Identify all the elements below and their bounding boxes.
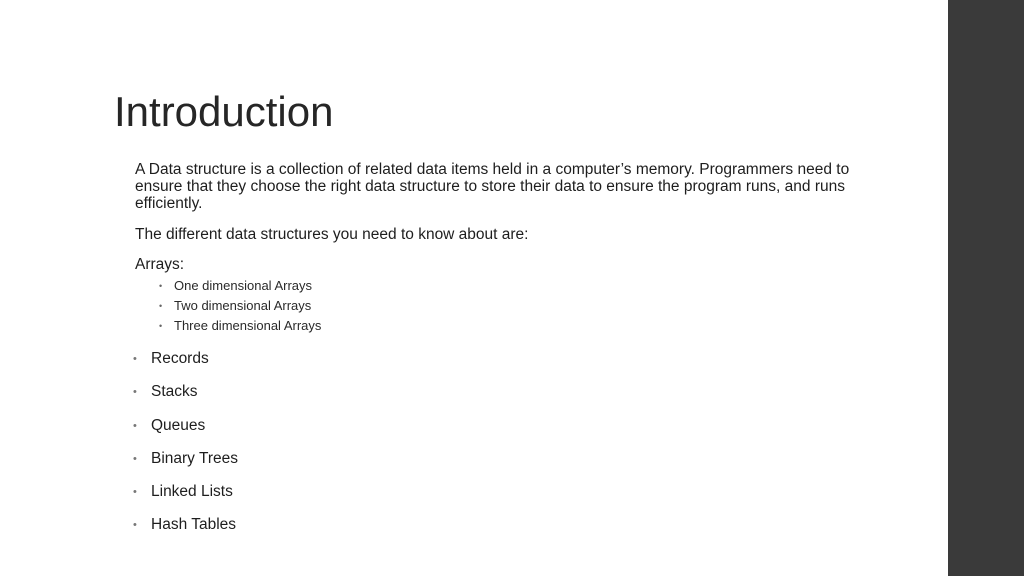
bullet-dot-icon: • xyxy=(133,419,137,432)
bullet-dot-icon: • xyxy=(133,519,137,532)
list-item-label: Linked Lists xyxy=(151,483,233,501)
bullet-dot-icon: • xyxy=(133,353,137,365)
list-item-label: Two dimensional Arrays xyxy=(174,298,312,313)
list-item-label: Binary Trees xyxy=(151,449,239,467)
intro-paragraph: A Data structure is a collection of related data items held in a computer’s memory. Programmers need to ensure that they choose the right data structure to store their data to ensure the program runs, and runs efficiently. xyxy=(135,161,850,212)
list-item xyxy=(132,416,892,436)
bullet-dot-icon: • xyxy=(133,486,137,499)
bullet-dot-icon: • xyxy=(133,386,137,399)
structures-subheading: The different data structures you need to know about are: xyxy=(135,226,529,243)
bullet-dot-icon: • xyxy=(159,301,163,311)
list-item xyxy=(157,296,895,316)
array-types-list xyxy=(135,276,895,336)
data-structures-list xyxy=(132,349,892,535)
bullet-dot-icon: • xyxy=(159,281,163,291)
list-item-label: Hash Tables xyxy=(151,516,237,534)
list-item-label: Stacks xyxy=(151,383,198,401)
arrays-heading: Arrays: xyxy=(135,256,185,273)
slide-content xyxy=(135,161,895,549)
list-item-label: Three dimensional Arrays xyxy=(174,318,322,333)
list-item xyxy=(132,349,892,369)
list-item xyxy=(157,276,895,296)
slide-title: Introduction xyxy=(114,88,334,135)
list-item xyxy=(132,482,892,502)
list-item-label: One dimensional Arrays xyxy=(174,278,313,293)
side-bar xyxy=(948,0,1024,576)
list-item-label: Records xyxy=(151,350,209,367)
bullet-dot-icon: • xyxy=(159,321,163,331)
list-item-label: Queues xyxy=(151,416,206,434)
list-item xyxy=(132,382,892,402)
list-item xyxy=(157,316,895,336)
list-item xyxy=(132,449,892,469)
list-item xyxy=(132,515,892,535)
bullet-dot-icon: • xyxy=(133,452,137,465)
